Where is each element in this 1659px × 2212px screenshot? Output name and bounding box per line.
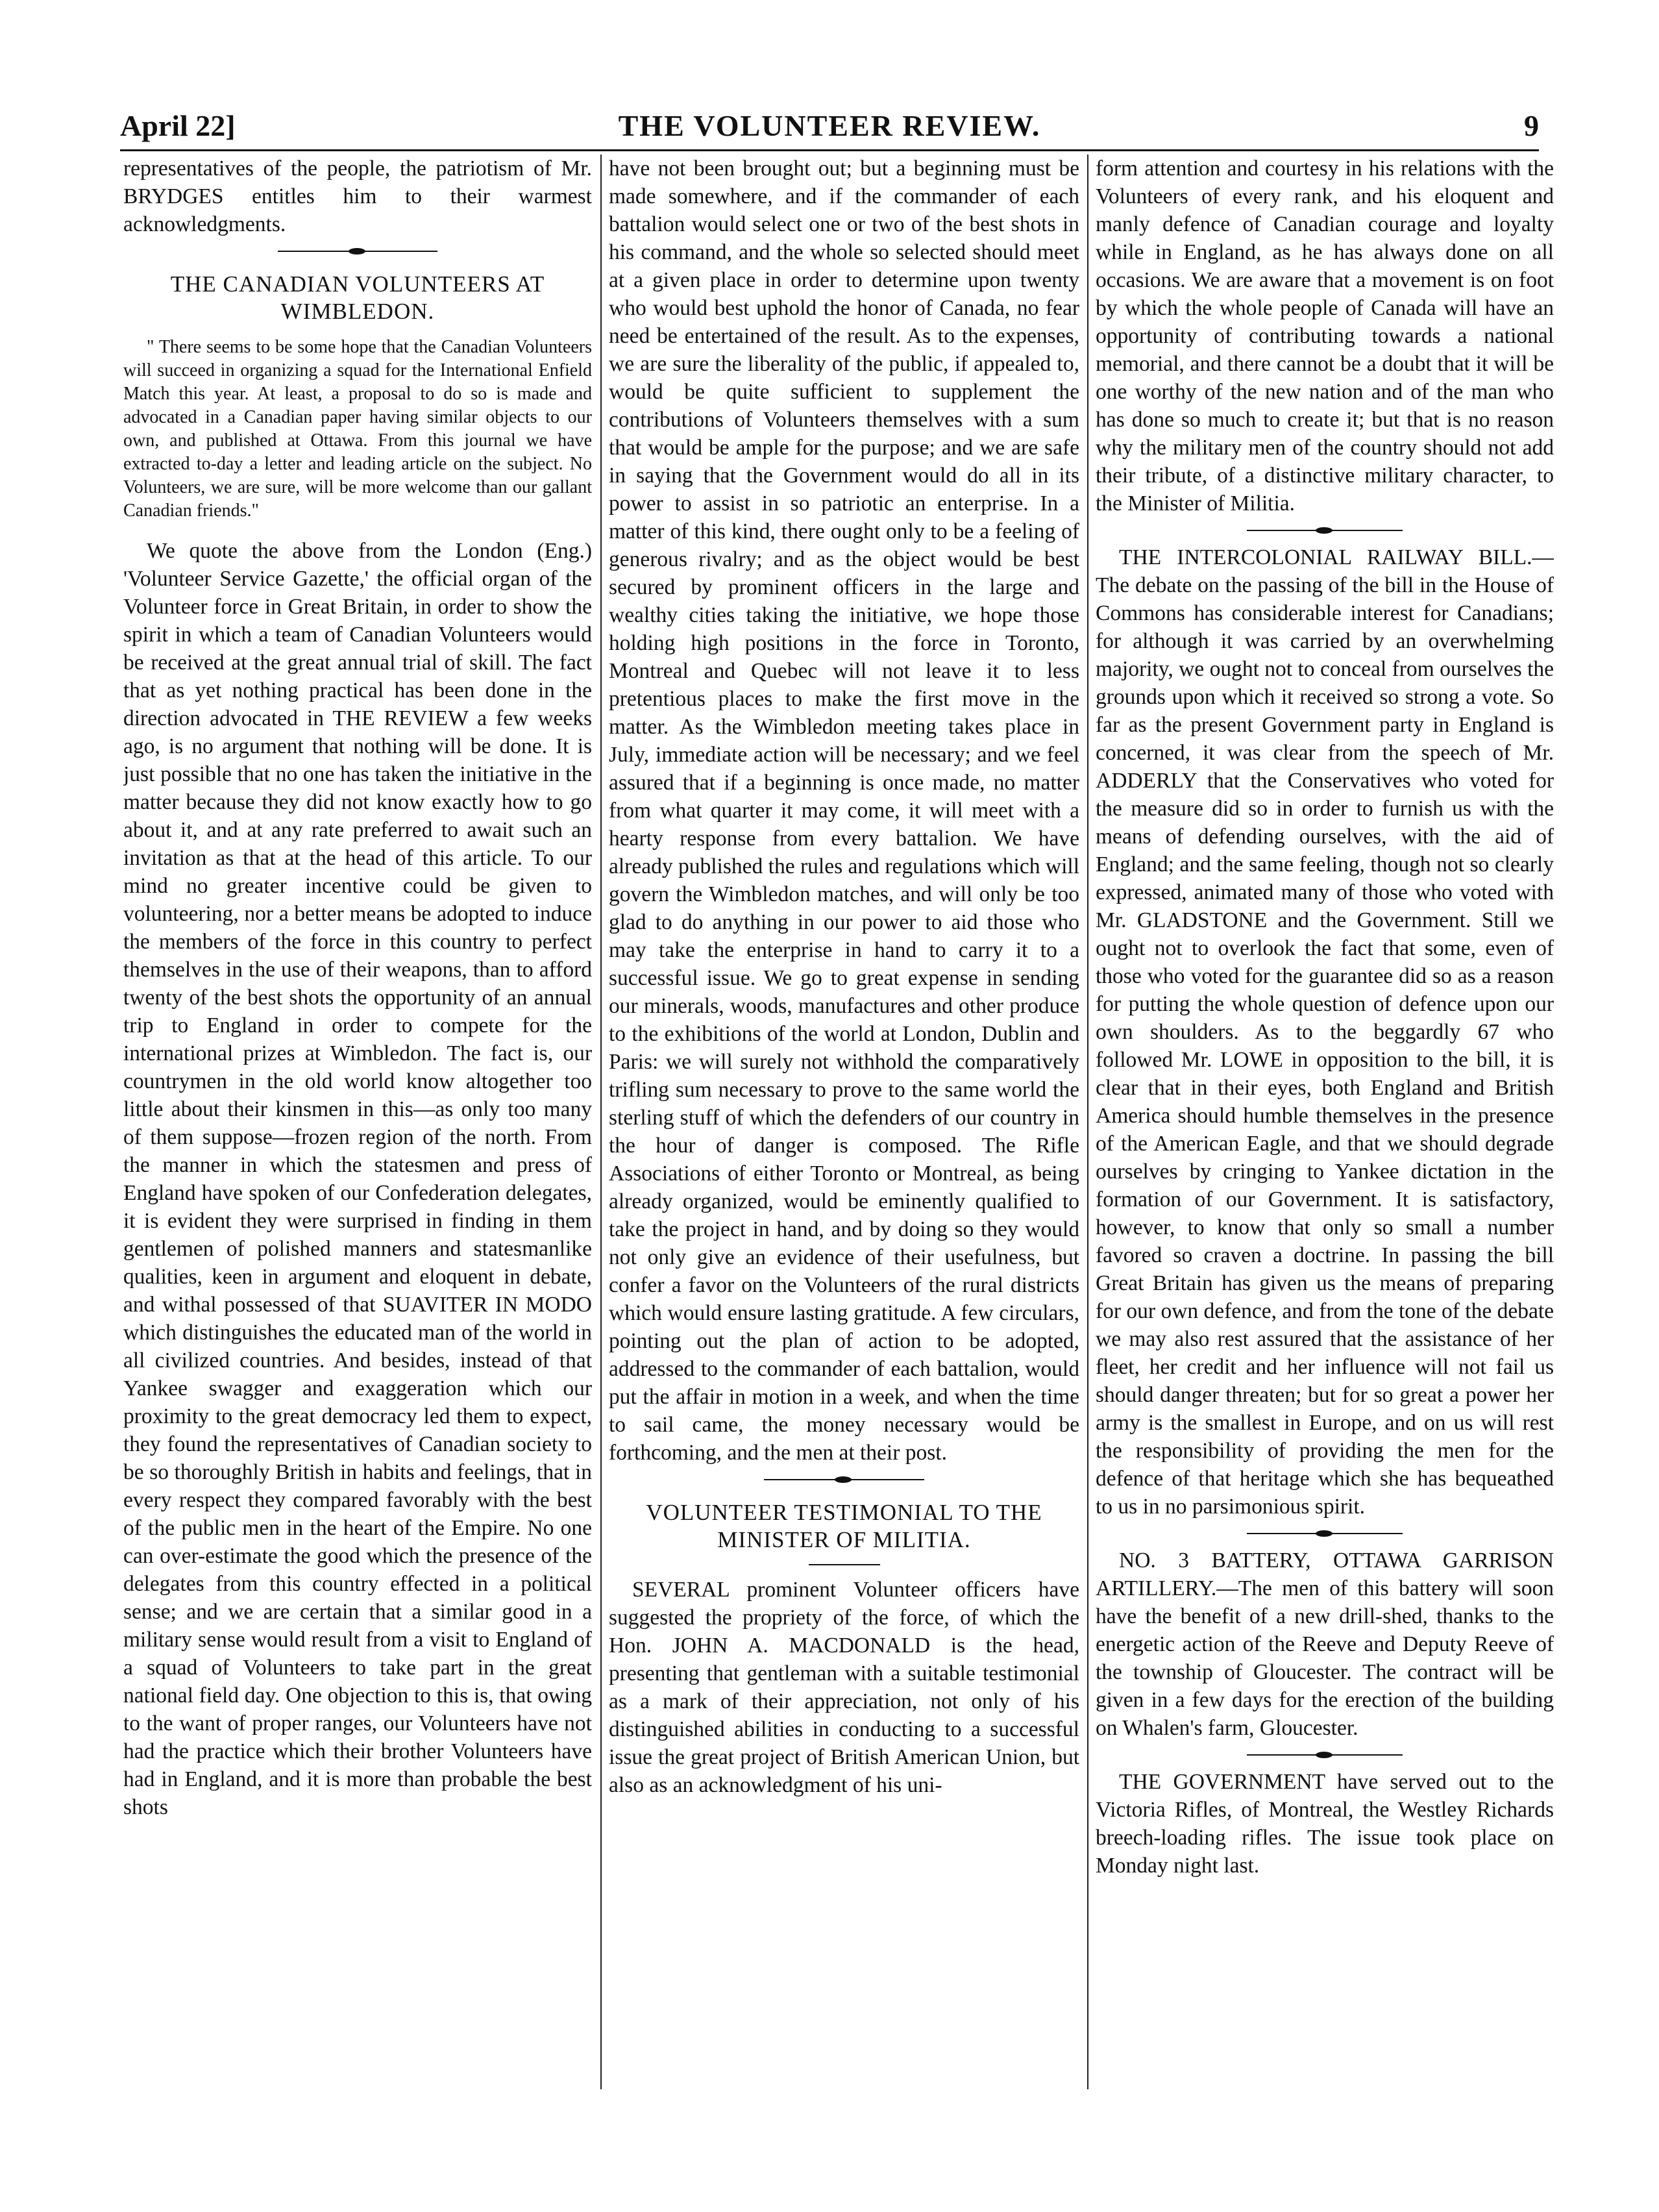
column-rule [1087,155,1088,2089]
news-item: THE GOVERNMENT have served out to the Victoria Rifles, of Montreal, the Westley Richards breech-loading rifles. The issue took place on Monday night last. [1096,1770,1554,1878]
article-paragraph: We quote the above from the London (Eng.) 'Volunteer Service Gazette,' the official organ of the Volunteer force in Great Britain, in order to show the spirit in which a team of Canadian Volunteers would be received at the great annual trial of skill. The fact that as yet nothing practical has been done in the direction advocated in THE REVIEW a few weeks ago, is no argument that nothing will be done. It is just possible that no one has taken the initiative in the matter because they did not know exactly how to go about it, and at any rate preferred to await such an invitation as that at the head of this article. To our mind no greater incentive could be given to volunteering, nor a better means be adopted to induce the members of the force in this country to perfect themselves in the use of their weapons, than to afford twenty of the best shots the opportunity of an annual trip to England in order to compete for the international prizes at Wimbledon. The fact is, our countrymen in the old world know altogether too little about their kinsmen in this—as only too many of them suppose—frozen region of the north. From the manner in which the statesmen and press of England have spoken of our Confederation delegates, it is evident they were surprised in finding in them gentlemen of polished manners and statesmanlike qualities, keen in argument and eloquent in debate, and withal possessed of that SUAVITER IN MODO which distinguishes the educated man of the world in all civilized countries. And besides, instead of that Yankee swagger and exaggeration which our proximity to the great democracy led them to expect, they found the representatives of Canadian society to be so thoroughly British in habits and feelings, that in every respect they compared favorably with the best of the public men in the heart of the Empire. No one can over-estimate the good which the presence of the delegates from this country effected in a political sense; and we are certain that a similar good in a military sense would result from a visit to England of a squad of Volunteers to take part in the great national field day. One objection to this is, that owing to the want of proper ranges, our Volunteers have not had the practice which their brother Volunteers have had in England, and it is more than probable the best shots [123,539,592,1819]
section-divider [1096,525,1554,536]
column-rule [600,155,602,2089]
article-heading: THE CANADIAN VOLUNTEERS AT WIMBLEDON. [170,271,545,324]
column-2 [609,155,1079,2141]
section-divider [123,246,592,256]
news-item: NO. 3 BATTERY, OTTAWA GARRISON ARTILLERY.—The men of this battery will soon have the benefit of a new drill-shed, thanks to the energetic action of the Reeve and Deputy Reeve of the township of Gloucester. The contract will be given in a few days for the erection of the building on Whalen's farm, Gloucester. [1096,1548,1554,1740]
article-paragraph: have not been brought out; but a beginning must be made somewhere, and if the commander of each battalion would select one or two of the best shots in his command, and the whole so selected should meet at a given place in order to determine upon twenty who would best uphold the honor of Canada, no fear need be entertained of the result. As to the expenses, we are sure the liberality of the public, if appealed to, would be quite sufficient to supplement the contributions of Volunteers themselves with a sum that would be ample for the purpose; and we are safe in saying that the Government would do all in its power to assist in so patriotic an enterprise. In a matter of this kind, there ought only to be a feeling of generous rivalry; and as the object would be best secured by prominent officers in the large and wealthy cities taking the initiative, we hope those holding high positions in the force in Toronto, Montreal and Quebec will not leave it to less pretentious places to make the first move in the matter. As the Wimbledon meeting takes place in July, immediate action will be necessary; and we feel assured that if a beginning is once made, no matter from what quarter it may come, it will meet with a hearty response from every battalion. We have already published the rules and regulations which will govern the Wimbledon matches, and will only be too glad to do anything in our power to aid those who may take the enterprise in hand to carry it to a successful issue. We go to great expense in sending our minerals, woods, manufactures and other produce to the exhibitions of the world at London, Dublin and Paris: we will surely not withhold the comparatively trifling sum necessary to prove to the same world the sterling stuff of which the defenders of our country in the hour of danger is composed. The Rifle Associations of either Toronto or Montreal, as being already organized, would be eminently qualified to take the project in hand, and by doing so they would not only give an evidence of their usefulness, but confer a favor on the Volunteers of the rural districts which would ensure lasting gratitude. A few circulars, pointing out the plan of action to be adopted, addressed to the commander of each battalion, would put the affair in motion in a week, and when the time to sail came, the money necessary would be forthcoming, and the men at their post. [609,156,1079,1465]
column-3 [1096,155,1554,2141]
section-divider [1096,1750,1554,1760]
news-item: THE INTERCOLONIAL RAILWAY BILL.—The debate on the passing of the bill in the House of Commons has considerable interest for Canadians; for although it was carried by an overwhelming majority, we ought not to conceal from ourselves the grounds upon which it received so strong a vote. So far as the present Government party in England is concerned, it was clear from the speech of Mr. ADDERLY that the Conservatives who voted for the measure did so in order to furnish us with the means of defending ourselves, with the aid of England; and the same feeling, though not so clearly expressed, animated many of those who voted with Mr. GLADSTONE and the Government. Still we ought not to overlook the fact that some, even of those who voted for the guarantee did so as a reason for putting the whole question of defence upon our own shoulders. As to the beggardly 67 who followed Mr. LOWE in opposition to the bill, it is clear that in their eyes, both England and British America should humble themselves in the presence of the American Eagle, and that we should degrade ourselves by cringing to Yankee dictation in the formation of our Government. It is satisfactory, however, to know that only so small a number favored so craven a doctrine. In passing the bill Great Britain has given us the means of preparing for our own defence, and from the tone of the debate we may also rest assured that the assistance of her fleet, her credit and her influence will not fail us should danger threaten; but for so great a power her army is the smallest in Europe, and on us will rest the responsibility of providing the men for the defence of that heritage which she has bequeathed to us in no parsimonious spirit. [1096,545,1554,1519]
article-paragraph: form attention and courtesy in his relations with the Volunteers of every rank, and his eloquent and manly defence of Canadian courage and loyalty while in England, as he has always done on all occasions. We are aware that a movement is on foot by which the whole people of Canada will have an opportunity of contributing towards a national memorial, and there cannot be a doubt that it will be one worthy of the new nation and of the man who has done so much to create it; but that is no reason why the military men of the country should not add their tribute, of a distinctive military character, to the Minister of Militia. [1096,156,1554,516]
issue-date: April 22] [120,109,236,142]
masthead [120,104,1539,148]
page-number: 9 [1524,109,1539,142]
article-continuation: representatives of the people, the patriotism of Mr. BRYDGES entitles him to their warmest acknowledgments. [123,156,592,236]
heading-rule [809,1564,880,1565]
newspaper-title: THE VOLUNTEER REVIEW. [618,109,1041,142]
article-paragraph: SEVERAL prominent Volunteer officers have suggested the propriety of the force, of which the Hon. JOHN A. MACDONALD is the head, presenting that gentleman with a suitable testimonial as a mark of their appreciation, not only of his distinguished abilities in conducting to a successful issue the great project of British American Union, but also as an acknowledgment of his uni- [609,1578,1079,1797]
quoted-excerpt: " There seems to be some hope that the Canadian Volunteers will succeed in organizing a squad for the International Enfield Match this year. At least, a proposal to do so is made and advocated in a Canadian paper having similar objects to our own, and published at Ottawa. From this journal we have extracted to-day a letter and leading article on the subject. No Volunteers, we are sure, will be more welcome than our gallant Canadian friends." [123,337,592,521]
section-divider [609,1474,1079,1485]
section-divider [1096,1528,1554,1539]
header-rule [120,149,1539,151]
article-heading: VOLUNTEER TESTIMONIAL TO THE MINISTER OF MILITIA. [646,1500,1042,1552]
column-1 [123,155,592,2141]
